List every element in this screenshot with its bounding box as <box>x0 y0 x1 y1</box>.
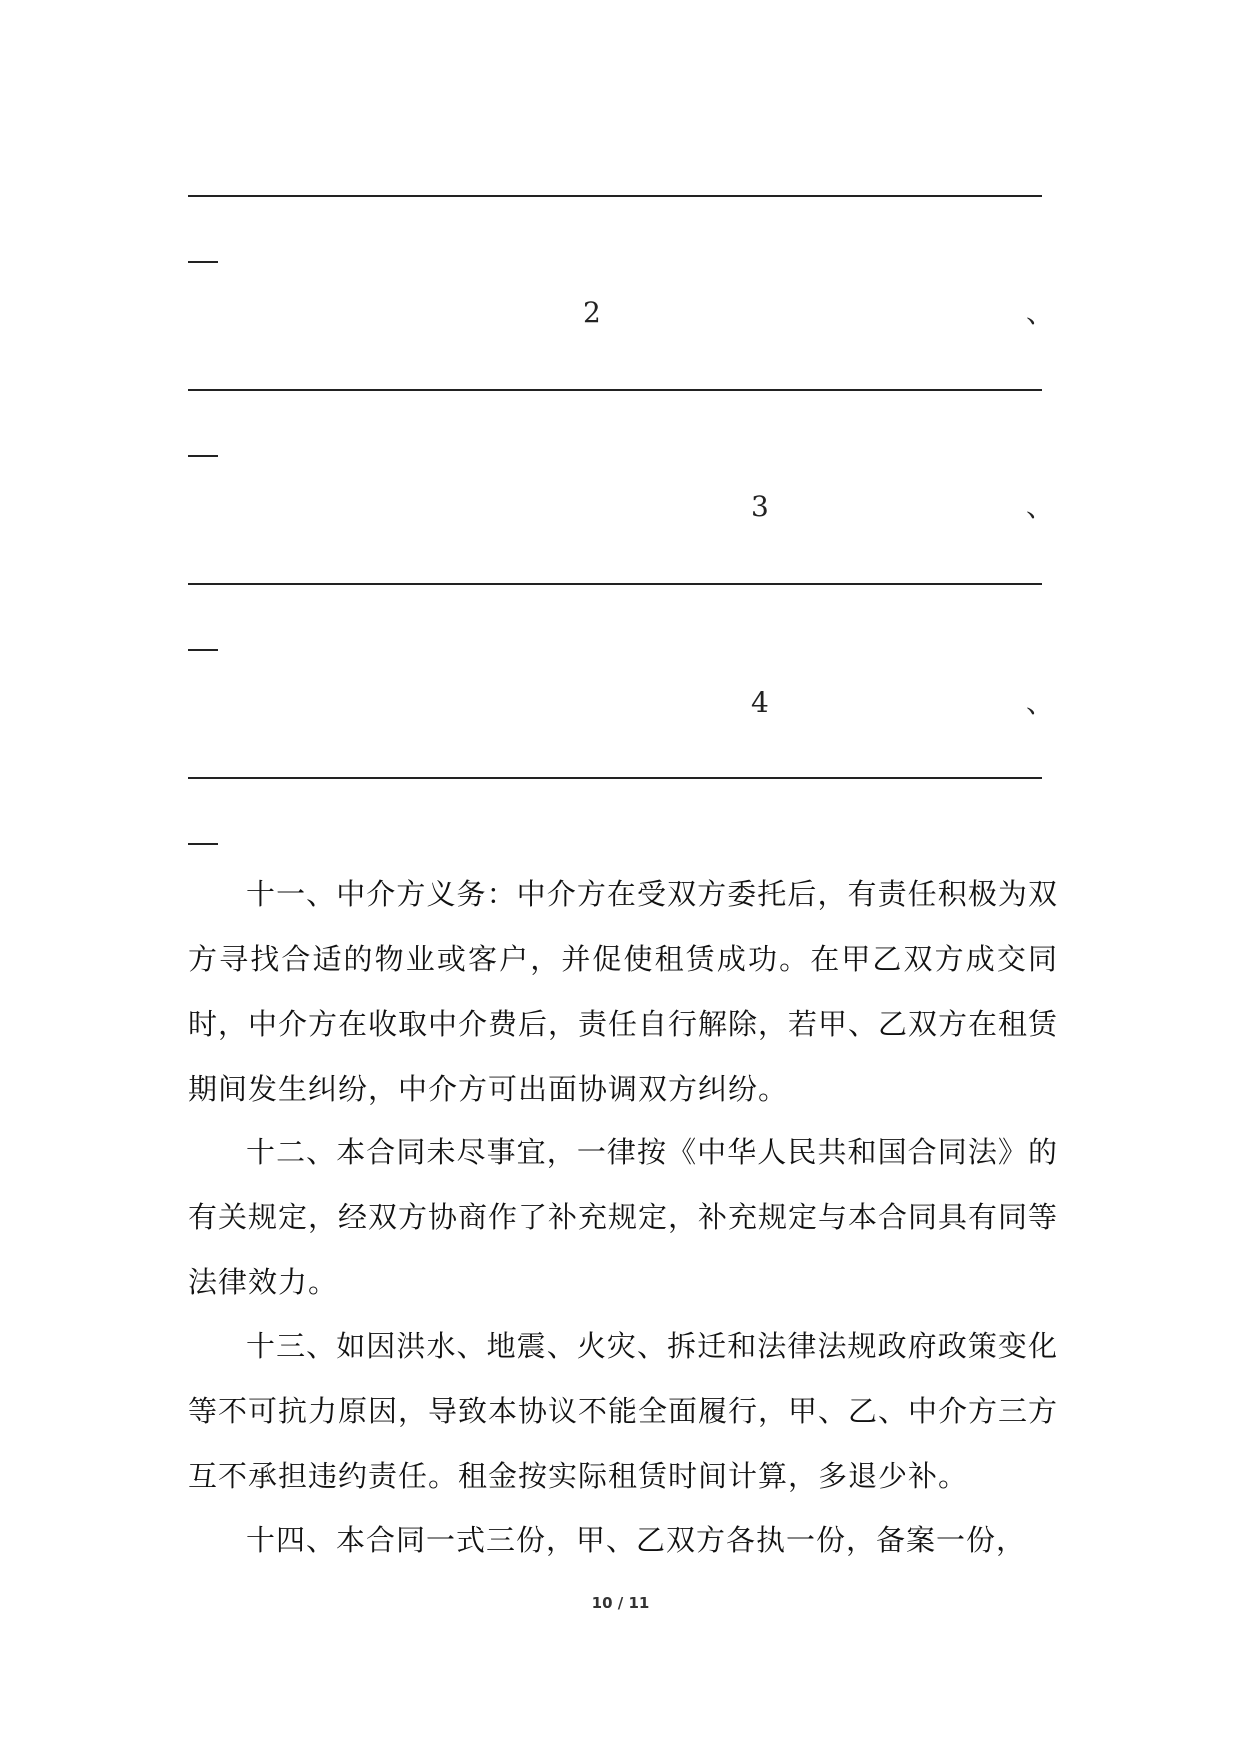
clause-12-supplementary-provisions: 十二、本合同未尽事宜，一律按《中华人民共和国合同法》的有关规定，经双方协商作了补充规定，补充规定与本合同具有同等法律效力。 <box>188 1135 1059 1299</box>
blank-line-2-tail <box>188 455 218 457</box>
blank-line-1-tail <box>188 261 218 263</box>
blank-line-3 <box>188 583 1042 585</box>
blank-line-4-tail <box>188 843 218 845</box>
item-number-4: 4 <box>751 686 769 719</box>
item-number-2: 2 <box>583 296 601 329</box>
blank-line-2 <box>188 389 1042 391</box>
clause-11-intermediary-duties: 十一、中介方义务：中介方在受双方委托后，有责任积极为双方寻找合适的物业或客户，并促使租赁成功。在甲乙双方成交同时，中介方在收取中介费后，责任自行解除，若甲、乙双方在租赁期间发生纠纷，中介方可出面协调双方纠纷。 <box>188 877 1059 1106</box>
item-separator-2: 、 <box>1026 296 1055 329</box>
item-separator-3: 、 <box>1026 490 1055 523</box>
clause-14-copies: 十四、本合同一式三份，甲、乙双方各执一份，备案一份， <box>246 1523 1027 1557</box>
item-separator-4: 、 <box>1026 686 1055 719</box>
item-number-3: 3 <box>751 490 769 523</box>
blank-line-3-tail <box>188 649 218 651</box>
clause-13-force-majeure: 十三、如因洪水、地震、火灾、拆迁和法律法规政府政策变化等不可抗力原因，导致本协议不能全面履行，甲、乙、中介方三方互不承担违约责任。租金按实际租赁时间计算，多退少补。 <box>188 1329 1059 1493</box>
blank-line-4 <box>188 777 1042 779</box>
blank-line-1 <box>188 195 1042 197</box>
page-number: 10 / 11 <box>591 1594 650 1612</box>
